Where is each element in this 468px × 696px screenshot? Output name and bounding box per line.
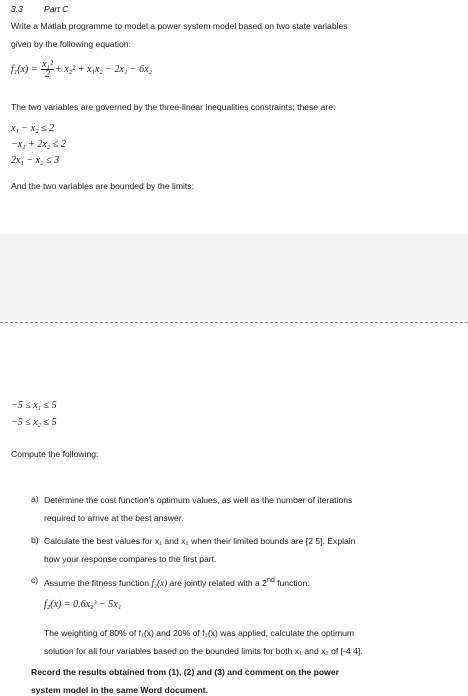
task-c-label: c) bbox=[31, 575, 39, 585]
objective-fraction bbox=[41, 60, 54, 79]
bound-x2: −5 ≤ x₂ ≤ 5 bbox=[11, 417, 57, 428]
task-c-line-3: solution for all four variables based on the bounded limits for both x₁ and x₂ of [-4 4]. bbox=[44, 646, 363, 656]
section-number: 3.3 bbox=[11, 4, 23, 14]
intro-line-2: given by the following equation: bbox=[11, 39, 131, 49]
task-c-line-2: The weighting of 80% of f₁(x) and 20% of f₂(x) was applied, calculate the optimum bbox=[44, 628, 355, 638]
record-line-2: system model in the same Word document. bbox=[31, 685, 209, 695]
fraction-numerator: x₁² bbox=[42, 59, 54, 70]
task-a-line-1: Determine the cost function's optimum values, as well as the number of iterations bbox=[44, 495, 353, 505]
objective-lhs: f₁(x) = bbox=[11, 63, 41, 75]
objective-equation bbox=[11, 60, 152, 79]
objective-rhs: + x₂² + x₁x₂ − 2x₁ − 6x₂ bbox=[55, 63, 153, 75]
part-title: Part C bbox=[44, 4, 69, 14]
constraint-3: 2x₁ − x₂ ≤ 3 bbox=[11, 155, 60, 166]
task-c-mid: are jointly related with a 2 bbox=[167, 577, 267, 588]
bounds-intro: And the two variables are bounded by the limits: bbox=[11, 181, 194, 191]
page-break-line bbox=[0, 322, 468, 323]
task-b-line-2: how your response compares to the first part. bbox=[44, 554, 217, 564]
constraint-1: x₁ − x₂ ≤ 2 bbox=[11, 123, 55, 134]
task-c-post: function: bbox=[274, 577, 310, 588]
fraction-denominator: 2 bbox=[45, 69, 51, 80]
task-b-label: b) bbox=[31, 535, 39, 545]
task-c-fn: f₂(x) bbox=[151, 577, 168, 588]
record-line-1: Record the results obtained from (1), (2) and (3) and comment on the power bbox=[31, 667, 339, 677]
constraint-2: −x₁ + 2x₂ ≤ 2 bbox=[11, 139, 66, 150]
task-c-equation: f₂(x) = 0.6x₂³ − 5x₁ bbox=[44, 599, 122, 610]
compute-intro: Compute the following: bbox=[11, 449, 99, 459]
task-a-label: a) bbox=[31, 494, 39, 504]
page-break-band bbox=[0, 234, 468, 320]
task-c-line-1 bbox=[44, 575, 310, 589]
task-c-pre: Assume the fitness function bbox=[44, 577, 152, 588]
task-b-line-1: Calculate the best values for x₁ and x₂ when their limited bounds are [2 5]. Explain bbox=[44, 536, 356, 546]
intro-line-1: Write a Matlab programme to model a power system model based on two state variables bbox=[11, 21, 348, 31]
constraints-intro: The two variables are governed by the three-linear inequalities constraints; these are: bbox=[11, 102, 336, 112]
task-a-line-2: required to arrive at the best answer. bbox=[44, 513, 184, 523]
bound-x1: −5 ≤ x₁ ≤ 5 bbox=[11, 400, 57, 411]
task-c-sup: nd bbox=[266, 577, 275, 584]
